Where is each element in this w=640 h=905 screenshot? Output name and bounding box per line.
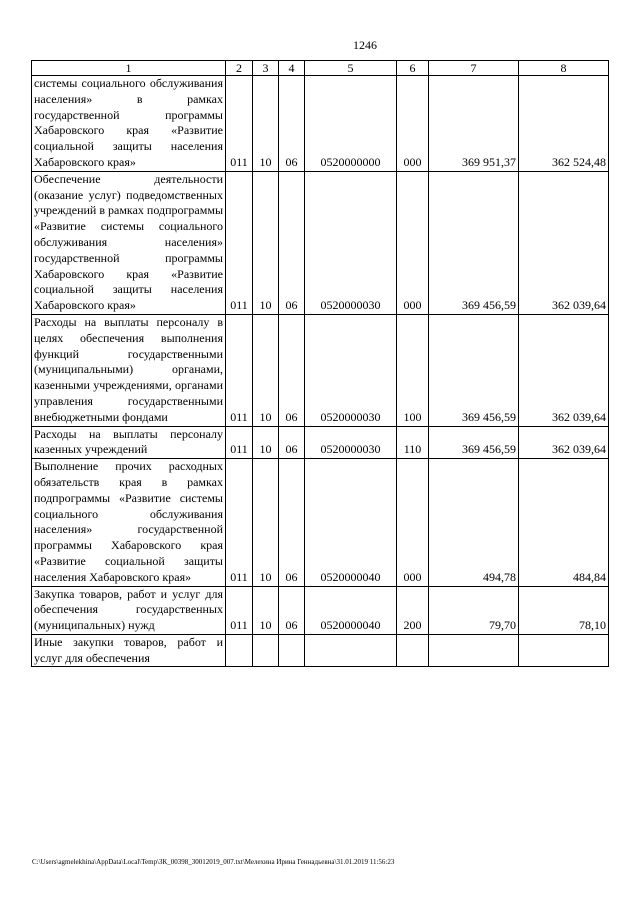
row-subsection: 06 bbox=[279, 426, 305, 459]
table-row bbox=[32, 634, 609, 667]
header-row bbox=[32, 61, 609, 76]
row-section: 10 bbox=[253, 426, 279, 459]
row-section: 10 bbox=[253, 586, 279, 634]
header-col-5: 5 bbox=[305, 61, 397, 76]
row-target-article: 0520000000 bbox=[305, 76, 397, 172]
row-subsection: 06 bbox=[279, 459, 305, 586]
row-name: Иные закупки товаров, работ и услуг для обеспечения bbox=[32, 634, 226, 667]
header-col-6: 6 bbox=[397, 61, 429, 76]
row-ministry-code: 011 bbox=[226, 459, 253, 586]
row-expense-type: 100 bbox=[397, 314, 429, 426]
row-ministry-code: 011 bbox=[226, 76, 253, 172]
page-number: 1246 bbox=[353, 38, 377, 52]
row-amount-1: 79,70 bbox=[429, 586, 519, 634]
row-section: 10 bbox=[253, 171, 279, 314]
row-name: Закупка товаров, работ и услуг для обеспечения государственных (муниципальных) нужд bbox=[32, 586, 226, 634]
row-expense-type: 110 bbox=[397, 426, 429, 459]
table-row bbox=[32, 171, 609, 314]
row-amount-2: 484,84 bbox=[519, 459, 609, 586]
row-section: 10 bbox=[253, 459, 279, 586]
header-col-7: 7 bbox=[429, 61, 519, 76]
row-subsection: 06 bbox=[279, 76, 305, 172]
row-amount-2: 362 039,64 bbox=[519, 426, 609, 459]
row-name: системы социального обслуживания населения» в рамках государственной программы Хабаровского края «Развитие социальной защиты населения Хабаровского края» bbox=[32, 76, 226, 172]
row-target-article: 0520000030 bbox=[305, 314, 397, 426]
row-name: Выполнение прочих расходных обязательств края в рамках подпрограммы «Развитие системы социального обслуживания населения» государственной программы Хабаровского края «Развитие социальной защиты населения Хабаровского края» bbox=[32, 459, 226, 586]
row-amount-1: 369 951,37 bbox=[429, 76, 519, 172]
row-name: Расходы на выплаты персоналу казенных учреждений bbox=[32, 426, 226, 459]
row-target-article bbox=[305, 634, 397, 667]
row-amount-1: 369 456,59 bbox=[429, 426, 519, 459]
row-amount-2: 362 524,48 bbox=[519, 76, 609, 172]
row-ministry-code bbox=[226, 634, 253, 667]
file-path-footer: C:\Users\agmelekhina\AppData\Local\Temp\ЗК_00398_30012019_007.txt\Мелехина Ирина Геннадьевна\31.01.2019 11:56:23 bbox=[32, 858, 395, 866]
row-ministry-code: 011 bbox=[226, 171, 253, 314]
row-expense-type: 000 bbox=[397, 76, 429, 172]
row-amount-1: 369 456,59 bbox=[429, 314, 519, 426]
table-row bbox=[32, 314, 609, 426]
budget-table bbox=[31, 60, 609, 667]
row-section: 10 bbox=[253, 314, 279, 426]
header-col-1: 1 bbox=[32, 61, 226, 76]
row-expense-type: 000 bbox=[397, 459, 429, 586]
row-target-article: 0520000040 bbox=[305, 586, 397, 634]
header-col-2: 2 bbox=[226, 61, 253, 76]
row-subsection bbox=[279, 634, 305, 667]
row-amount-1: 369 456,59 bbox=[429, 171, 519, 314]
header-col-3: 3 bbox=[253, 61, 279, 76]
row-expense-type bbox=[397, 634, 429, 667]
table-row bbox=[32, 426, 609, 459]
row-subsection: 06 bbox=[279, 171, 305, 314]
row-section: 10 bbox=[253, 76, 279, 172]
row-name: Расходы на выплаты персоналу в целях обеспечения выполнения функций государственными (муниципальными) органами, казенными учреждениями, органами управления государственными внебюджетными фондами bbox=[32, 314, 226, 426]
row-amount-2 bbox=[519, 634, 609, 667]
row-target-article: 0520000040 bbox=[305, 459, 397, 586]
row-subsection: 06 bbox=[279, 586, 305, 634]
row-subsection: 06 bbox=[279, 314, 305, 426]
row-target-article: 0520000030 bbox=[305, 171, 397, 314]
table-row bbox=[32, 459, 609, 586]
row-amount-1 bbox=[429, 634, 519, 667]
header-col-4: 4 bbox=[279, 61, 305, 76]
table-row bbox=[32, 586, 609, 634]
table-row bbox=[32, 76, 609, 172]
row-target-article: 0520000030 bbox=[305, 426, 397, 459]
row-amount-1: 494,78 bbox=[429, 459, 519, 586]
row-ministry-code: 011 bbox=[226, 426, 253, 459]
header-col-8: 8 bbox=[519, 61, 609, 76]
row-ministry-code: 011 bbox=[226, 314, 253, 426]
row-ministry-code: 011 bbox=[226, 586, 253, 634]
row-amount-2: 362 039,64 bbox=[519, 314, 609, 426]
row-amount-2: 362 039,64 bbox=[519, 171, 609, 314]
row-name: Обеспечение деятельности (оказание услуг) подведомственных учреждений в рамках подпрограммы «Развитие системы социального обслуживания населения» государственной программы Хабаровского края «Развитие социальной защиты населения Хабаровского края» bbox=[32, 171, 226, 314]
row-section bbox=[253, 634, 279, 667]
row-amount-2: 78,10 bbox=[519, 586, 609, 634]
row-expense-type: 200 bbox=[397, 586, 429, 634]
row-expense-type: 000 bbox=[397, 171, 429, 314]
